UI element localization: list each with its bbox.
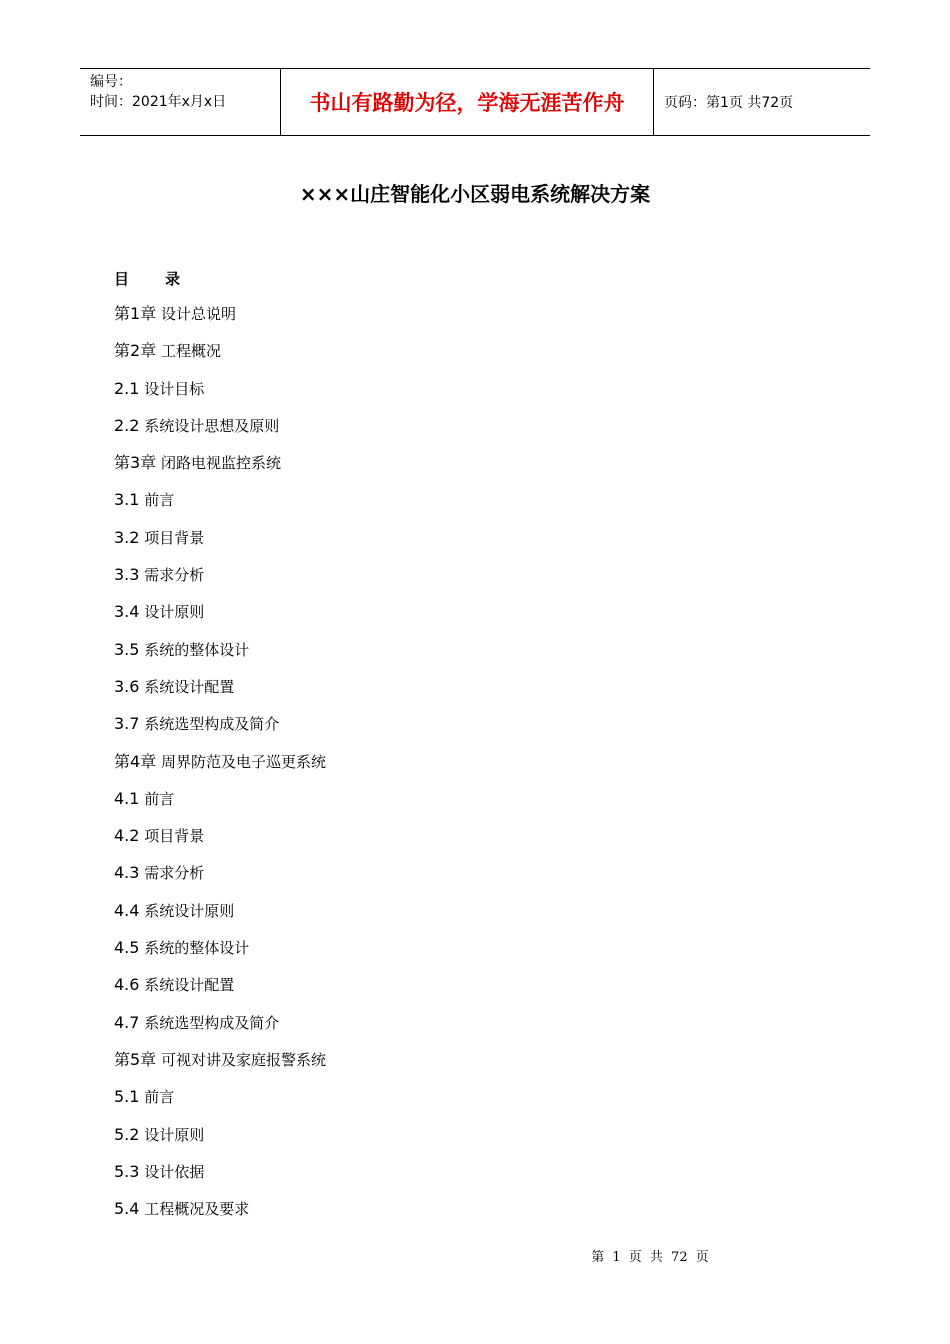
number-label: 编号： [90, 74, 132, 90]
toc-item[interactable] [114, 600, 326, 637]
toc-item[interactable] [114, 563, 326, 600]
toc-item-text: 工程概况及要求 [139, 1200, 250, 1219]
toc-item[interactable] [114, 750, 326, 787]
toc-item-number: 4.2 [114, 826, 140, 846]
toc-item[interactable] [114, 973, 326, 1010]
toc-item-number: 4.7 [114, 1012, 140, 1032]
toc-item-number: 第5章 [114, 1049, 157, 1069]
toc-item-text: 系统的整体设计 [139, 640, 250, 659]
toc-item-number: 3.1 [114, 490, 140, 510]
toc-item[interactable] [114, 861, 326, 898]
toc-item[interactable] [114, 824, 326, 861]
toc-item-text: 项目背景 [139, 528, 205, 547]
toc-item-text: 周界防范及电子巡更系统 [156, 752, 326, 771]
toc-item[interactable] [114, 488, 326, 525]
toc-item-number: 3.6 [114, 676, 140, 696]
toc-item[interactable] [114, 1197, 326, 1234]
toc-item-number: 4.1 [114, 788, 140, 808]
toc-item[interactable] [114, 1011, 326, 1048]
toc-item-text: 项目背景 [139, 827, 205, 846]
toc-item-number: 3.7 [114, 714, 140, 734]
toc-item[interactable] [114, 712, 326, 749]
toc-item-text: 工程概况 [156, 342, 221, 361]
toc-item-text: 前言 [139, 491, 175, 510]
toc-item-text: 可视对讲及家庭报警系统 [156, 1050, 326, 1069]
toc-item-number: 2.1 [114, 378, 140, 398]
page-info: 页码：第1页 共72页 [664, 95, 794, 111]
toc-item-number: 4.3 [114, 863, 140, 883]
toc-item-number: 2.2 [114, 415, 140, 435]
header-motto-cell [281, 69, 654, 135]
toc-item[interactable] [114, 377, 326, 414]
toc-item-text: 设计依据 [139, 1162, 205, 1181]
toc-item-number: 5.4 [114, 1199, 140, 1219]
toc-heading [114, 268, 216, 289]
header-page-cell [654, 69, 870, 135]
toc-heading-char-2: 录 [165, 270, 181, 288]
toc-item-text: 系统设计原则 [139, 901, 235, 920]
toc-item-number: 第3章 [114, 453, 157, 473]
toc-heading-char-1: 目 [114, 270, 130, 288]
motto-text: 书山有路勤为径，学海无涯苦作舟 [309, 90, 625, 115]
toc-item-number: 4.4 [114, 900, 140, 920]
toc-item-number: 3.3 [114, 565, 140, 585]
toc-item[interactable] [114, 1048, 326, 1085]
page-footer: 第 1 页 共 72 页 [591, 1250, 709, 1265]
toc-item-text: 设计总说明 [156, 305, 236, 323]
toc-item[interactable] [114, 1123, 326, 1160]
toc-item-number: 5.2 [114, 1124, 140, 1144]
toc-item[interactable] [114, 675, 326, 712]
toc-item[interactable] [114, 451, 326, 488]
toc-item-text: 前言 [139, 789, 175, 808]
toc-item[interactable] [114, 899, 326, 936]
toc-item[interactable] [114, 526, 326, 563]
toc-item-number: 第1章 [114, 304, 157, 323]
header-left-cell [80, 69, 281, 135]
toc-item[interactable] [114, 936, 326, 973]
toc-item-text: 系统选型构成及简介 [139, 715, 280, 734]
toc-item-text: 系统设计思想及原则 [139, 416, 280, 435]
toc-item-text: 设计原则 [139, 603, 205, 622]
toc-item-number: 4.5 [114, 938, 140, 958]
header-table [80, 68, 870, 136]
toc-item-number: 3.5 [114, 639, 140, 659]
toc-item-text: 系统的整体设计 [139, 939, 250, 958]
toc-item[interactable] [114, 1160, 326, 1197]
toc-item-number: 4.6 [114, 975, 140, 995]
toc-item-number: 5.3 [114, 1161, 140, 1181]
toc-item-text: 前言 [139, 1088, 175, 1107]
time-label: 时间：2021年x月x日 [90, 94, 227, 110]
document-title: ×××山庄智能化小区弱电系统解决方案 [299, 182, 651, 206]
toc-item-text: 需求分析 [139, 864, 205, 883]
toc-item-number: 5.1 [114, 1087, 140, 1107]
toc-item-text: 需求分析 [139, 566, 205, 585]
toc-item[interactable] [114, 302, 326, 339]
toc-item[interactable] [114, 1085, 326, 1122]
toc-item-text: 系统设计配置 [139, 976, 235, 995]
toc-item-text: 闭路电视监控系统 [156, 454, 281, 473]
toc-item-number: 3.2 [114, 527, 140, 547]
toc-item[interactable] [114, 414, 326, 451]
toc-item-text: 系统选型构成及简介 [139, 1013, 280, 1032]
toc-item-number: 第2章 [114, 341, 157, 361]
toc-item[interactable] [114, 787, 326, 824]
toc-item-text: 系统设计配置 [139, 677, 235, 696]
toc-item[interactable] [114, 339, 326, 376]
toc-list [114, 302, 326, 1234]
toc-item-number: 3.4 [114, 602, 140, 622]
toc-item-number: 第4章 [114, 751, 157, 771]
toc-item[interactable] [114, 638, 326, 675]
toc-item-text: 设计目标 [139, 379, 205, 398]
toc-item-text: 设计原则 [139, 1125, 205, 1144]
